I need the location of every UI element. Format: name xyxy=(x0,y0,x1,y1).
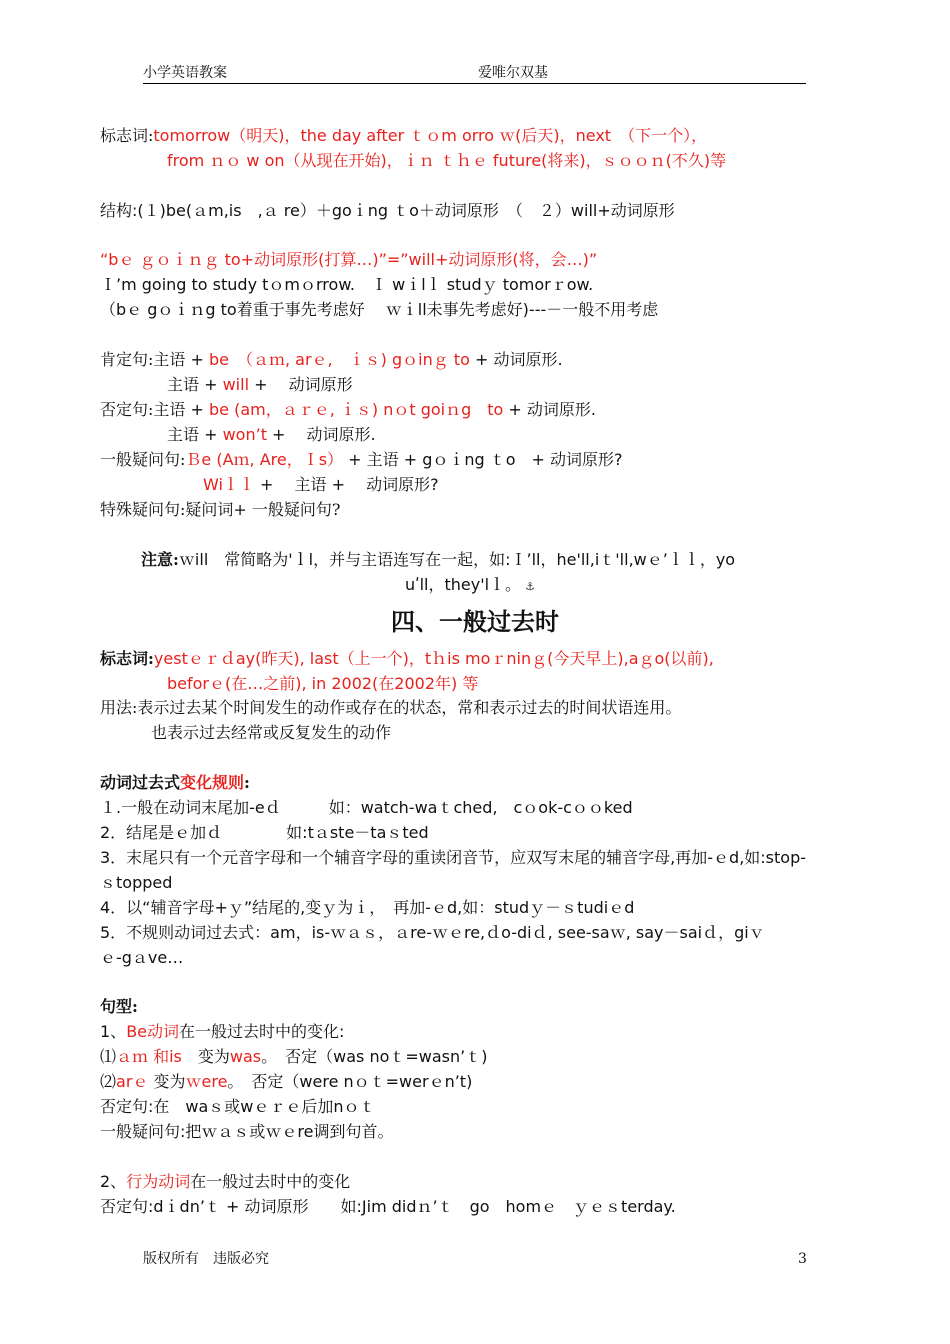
rule-2: 2．结尾是ｅ加ｄ 如:tａste－taｓted xyxy=(100,823,429,842)
q1-rest: + 主语 + gｏｉng ｔo + 动词原形? xyxy=(343,450,623,469)
be2-are: arｅ xyxy=(116,1072,149,1091)
note-text-1: ｗill 常简略为'ｌl，并与主语连写在一起，如:Ｉ’ll，he'll,iｔ'll,wｅ’ｌｌ，yo xyxy=(178,550,736,569)
aff1-verb: + 动词原形. xyxy=(469,350,563,369)
rule-3-line-2: ｓtopped xyxy=(100,873,173,892)
note-text-2: uʹll，they'lｌ。 xyxy=(405,575,522,594)
be-rule-1 xyxy=(100,1046,488,1068)
be-heading-num: 1、 xyxy=(100,1022,127,1041)
rules-title-a: 动词过去式 xyxy=(100,773,181,792)
neg2-subject: 主语 + xyxy=(167,425,223,444)
be1-becomes: 变为 xyxy=(181,1047,230,1066)
aff1-be-going-to: be （ａｍ, arｅ, ｉｓ) gｏinｇ to xyxy=(209,350,470,369)
future-marker-line2: from ｎｏ w on（从现在开始)，ｉｎ ｔｈｅ future(将来)，ｓｏｏｎ(不久)等 xyxy=(167,151,727,170)
future-marker-words-1: tomorrow（明天)，the day after ｔｏm orro ｗ(后天)，next （下一个）， xyxy=(153,126,708,145)
be-rule-2 xyxy=(100,1071,472,1093)
neg1-subject: 主语 + xyxy=(153,400,209,419)
be2-were: ｗere xyxy=(185,1072,228,1091)
be1-num: ⑴ xyxy=(100,1047,117,1066)
past-marker-line1 xyxy=(100,648,714,670)
neg2-verb: + 动词原形. xyxy=(266,425,376,444)
anchor-icon: ⚓ xyxy=(525,580,535,593)
question-line-2 xyxy=(203,474,439,496)
negative-label: 否定句: xyxy=(100,400,154,419)
rule-3-line-1: 3．末尾只有一个元音字母和一个辅音字母的重读闭音节，应双写末尾的辅音字母,再加-ｅd,如:stop- xyxy=(100,848,807,867)
past-marker-words-1: yestｅｒｄay(昨天), last（上一个)，tｈis moｒninｇ(今天早上),aｇo(以前), xyxy=(153,649,714,668)
q2-rest: + 主语 + 动词原形? xyxy=(254,475,439,494)
aff2-subject: 主语 + xyxy=(167,375,223,394)
action-negative-rule: 否定句:dｉdn’ｔ + 动词原形 如:Jim didｎ’ｔ go homｅ ｙｅｓterday. xyxy=(100,1197,676,1216)
neg2-wont: won’t xyxy=(222,425,267,444)
header-left: 小学英语教案 xyxy=(143,65,227,81)
affirmative-line-1 xyxy=(100,349,563,371)
neg1-be-not-going-to: be (am，ａｒｅ, ｉｓ) nｏt goiｎg to xyxy=(209,400,504,419)
future-marker-label: 标志词: xyxy=(100,126,154,145)
note-line-1 xyxy=(141,549,735,571)
future-example-1: Ｉ’m going to study tｏmｏrrow. Ｉ wｉlｌ studｙ tomorｒow. xyxy=(100,275,594,294)
be-heading-rest: 在一般过去时中的变化: xyxy=(179,1022,345,1041)
aff2-verb: + 动词原形 xyxy=(249,375,353,394)
wh-question: 特殊疑问句:疑问词+ 一般疑问句? xyxy=(100,500,341,519)
be-heading-term: Be动词 xyxy=(126,1022,180,1041)
rule-4: 4．以“辅音字母+ｙ”结尾的,变ｙ为ｉ， 再加-ｅd,如：studｙ－ｓtudiｅd xyxy=(100,898,635,917)
past-marker-label: 标志词: xyxy=(100,649,154,668)
negative-line-1 xyxy=(100,399,596,421)
rules-title-c: : xyxy=(244,773,250,792)
aff1-subject: 主语 + xyxy=(153,350,209,369)
rules-title xyxy=(100,772,250,794)
future-structure: 结构:(１)be(ａm,is ,ａ re）＋goｉng ｔo＋动词原形 （ ２）will+动词原形 xyxy=(100,201,675,220)
section-title: 四、一般过去时 xyxy=(391,607,559,636)
be1-am-is: ａｍ 和is xyxy=(116,1047,182,1066)
past-marker-line2: beforｅ(在…之前), in 2002(在2002年) 等 xyxy=(167,674,479,693)
footer-copyright: 版权所有 违版必究 xyxy=(143,1251,269,1267)
be2-becomes: 变为 xyxy=(148,1072,186,1091)
question-label: 一般疑问句: xyxy=(100,450,186,469)
be-question-rule: 一般疑问句:把ｗａｓ或ｗｅre调到句首。 xyxy=(100,1122,394,1141)
q1-be: Ｂe (Aｍ, Are，Ｉs） xyxy=(185,450,344,469)
header-center: 爱唯尔双基 xyxy=(478,65,548,81)
neg1-verb: + 动词原形. xyxy=(503,400,597,419)
rules-title-b: 变化规则 xyxy=(180,773,245,792)
act-heading-rest: 在一般过去时中的变化 xyxy=(190,1172,351,1191)
future-example-2: （bｅ gｏｉｎg to着重于事先考虑好 ｗｉll未事先考虑好)---－一般不用考虑 xyxy=(100,300,659,319)
be-negative-rule: 否定句:在 waｓ或wｅｒｅ后加nｏｔ xyxy=(100,1097,376,1116)
rule-1: １.一般在动词末尾加-eｄ 如：watch-waｔched, cｏok-cｏｏked xyxy=(100,798,633,817)
aff2-will: will xyxy=(222,375,250,394)
note-line-2 xyxy=(405,574,535,598)
act-heading-term: 行为动词 xyxy=(126,1172,191,1191)
be1-negative: 。 否定（was noｔ=wasn’ｔ) xyxy=(261,1047,488,1066)
usage-line-2: 也表示过去经常或反复发生的动作 xyxy=(151,723,392,742)
future-equivalence: “bｅ ｇｏｉｎｇ to+动词原形(打算…)”=”will+动词原形(将，会…)” xyxy=(100,250,598,269)
be-verb-heading xyxy=(100,1021,344,1043)
affirmative-line-2 xyxy=(167,374,353,396)
pattern-title: 句型: xyxy=(100,997,138,1016)
usage-line-1: 用法:表示过去某个时间发生的动作或存在的状态，常和表示过去的时间状语连用。 xyxy=(100,698,682,717)
affirmative-label: 肯定句: xyxy=(100,350,154,369)
be2-negative: 。 否定（were nｏｔ=werｅn’t) xyxy=(227,1072,473,1091)
q2-will: Wiｌｌ xyxy=(203,475,255,494)
action-verb-heading xyxy=(100,1171,350,1193)
rule-5-line-1: 5．不规则动词过去式：am，is-ｗａｓ，ａre-ｗｅre,ｄo-diｄ, see-saｗ, say－saiｄ，giｖ xyxy=(100,923,765,942)
be2-num: ⑵ xyxy=(100,1072,117,1091)
negative-line-2 xyxy=(167,424,376,446)
future-marker-line1 xyxy=(100,125,707,147)
question-line-1 xyxy=(100,449,623,471)
rule-5-line-2: ｅ-gａve… xyxy=(100,948,184,967)
page-number: 3 xyxy=(798,1251,807,1267)
note-label: 注意: xyxy=(141,550,179,569)
be1-was: was xyxy=(229,1047,262,1066)
header-rule xyxy=(143,83,806,84)
act-heading-num: 2、 xyxy=(100,1172,127,1191)
